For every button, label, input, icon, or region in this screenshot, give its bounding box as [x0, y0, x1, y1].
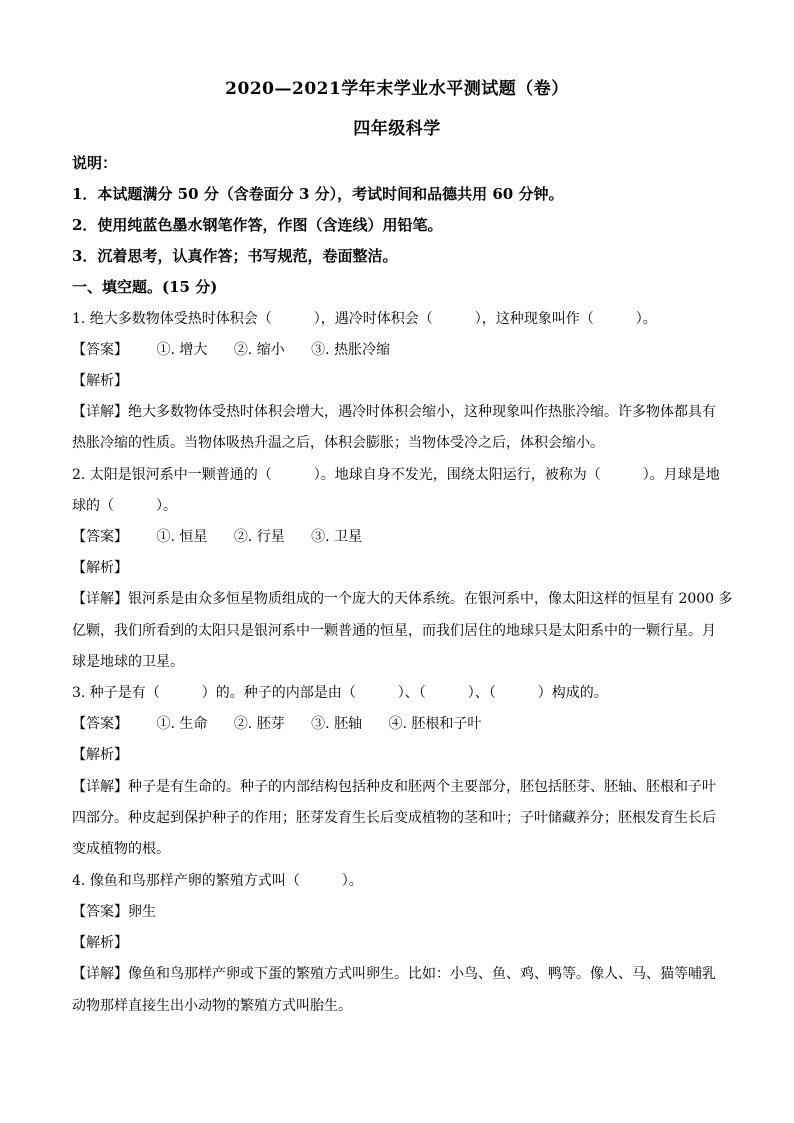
answer-option: ②. 行星: [233, 529, 285, 545]
answer-row: [72, 713, 732, 733]
analysis-tag: 【解析】: [72, 373, 128, 389]
answer-option: ③. 热胀冷缩: [311, 342, 391, 358]
answer-option: ①. 生命: [156, 716, 208, 732]
answer-option: ③. 卫星: [311, 529, 363, 545]
answer-tag: 【答案】: [72, 529, 128, 545]
detail-text: 球是地球的卫星。: [72, 654, 184, 670]
instruction-item: 1．本试题满分 50 分（含卷面分 3 分），考试时间和品德共用 60 分钟。: [72, 185, 564, 203]
question-text: 2. 太阳是银河系中一颗普通的（ ）。地球自身不发光，围绕太阳运行，被称为（ ）。月球是地: [72, 467, 720, 483]
detail-text: 【详解】像鱼和鸟那样产卵或下蛋的繁殖方式叫卵生。比如：小鸟、鱼、鸡、鸭等。像人、马、猫等哺乳: [72, 966, 716, 982]
answer-option: ②. 胚芽: [233, 716, 285, 732]
question-text: 4. 像鱼和鸟那样产卵的繁殖方式叫（ ）。: [72, 873, 363, 889]
detail-text: 四部分。种皮起到保护种子的作用；胚芽发育生长后变成植物的茎和叶；子叶储藏养分；胚根发育生长后: [72, 810, 716, 826]
answer-row: [72, 526, 732, 546]
question-text: 球的（ ）。: [72, 498, 177, 514]
detail-text: 【详解】绝大多数物体受热时体积会增大，遇冷时体积会缩小，这种现象叫作热胀冷缩。许多物体都具有: [72, 404, 716, 420]
instruction-item: 3．沉着思考，认真作答；书写规范，卷面整洁。: [72, 247, 398, 265]
detail-text: 热胀冷缩的性质。当物体吸热升温之后，体积会膨胀；当物体受冷之后，体积会缩小。: [72, 435, 604, 451]
answer-option: ①. 恒星: [156, 529, 208, 545]
page-subtitle: 四年级科学: [353, 119, 441, 139]
answer-tag: 【答案】: [72, 342, 128, 358]
analysis-tag: 【解析】: [72, 560, 128, 576]
answer-option: 卵生: [128, 904, 156, 920]
detail-text: 【详解】种子是有生命的。种子的内部结构包括种皮和胚两个主要部分，胚包括胚芽、胚轴、胚根和子叶: [72, 779, 716, 795]
answer-option: ②. 缩小: [233, 342, 285, 358]
page-title: 2020—2021学年末学业水平测试题（卷）: [225, 79, 569, 99]
detail-text: 亿颗，我们所看到的太阳只是银河系中一颗普通的恒星，而我们居住的地球只是太阳系中的一颗行星。月: [72, 623, 716, 639]
detail-text: 动物那样直接生出小动物的繁殖方式叫胎生。: [72, 998, 352, 1014]
section-heading: 一、填空题。(15 分): [72, 278, 218, 296]
instructions-heading: 说明：: [72, 154, 118, 172]
answer-tag: 【答案】: [72, 716, 128, 732]
answer-row: [72, 901, 732, 921]
instruction-item: 2．使用纯蓝色墨水钢笔作答，作图（含连线）用铅笔。: [72, 216, 443, 234]
analysis-tag: 【解析】: [72, 935, 128, 951]
question-text: 3. 种子是有（ ）的。种子的内部是由（ ）、（ ）、（ ）构成的。: [72, 685, 608, 701]
answer-option: ③. 胚轴: [311, 716, 363, 732]
detail-text: 【详解】银河系是由众多恒星物质组成的一个庞大的天体系统。在银河系中，像太阳这样的恒星有 2000 多: [72, 591, 733, 607]
answer-option: ①. 增大: [156, 342, 208, 358]
answer-option: ④. 胚根和子叶: [388, 716, 482, 732]
question-text: 1. 绝大多数物体受热时体积会（ ），遇冷时体积会（ ），这种现象叫作（ ）。: [72, 311, 657, 327]
answer-row: [72, 339, 732, 359]
answer-tag: 【答案】: [72, 904, 128, 920]
analysis-tag: 【解析】: [72, 747, 128, 763]
detail-text: 变成植物的根。: [72, 841, 170, 857]
